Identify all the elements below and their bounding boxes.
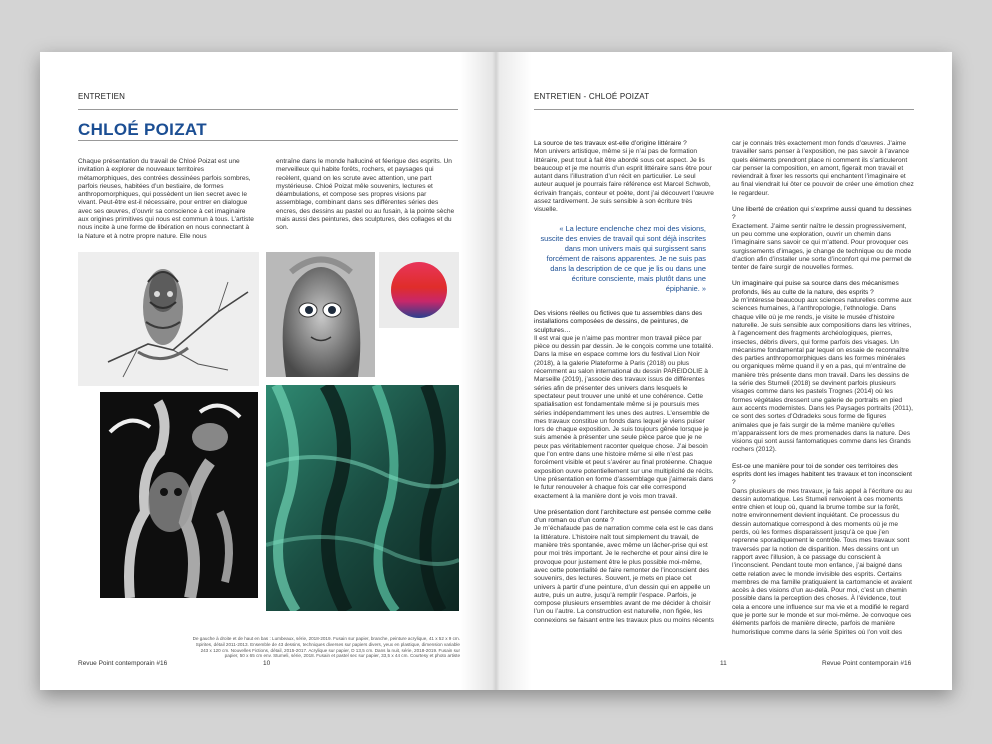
intro-column-2: entraîne dans le monde halluciné et féerique des esprits. Un merveilleux qui habite forêts, rochers, et paysages qui recèlent, quand on les scrute avec attention, une part mystérieuse. Chloé Poizat mêle souvenirs, lectures et déambulations, et compose ses propres visions par assemblage, combinant dans ses différentes séries des encres, des dessins au pastel ou au fusain, à la pointe sèche mais aussi des peintures, des sculptures, des collages et du son. [276, 158, 455, 232]
section-label-right: ENTRETIEN - CHLOÉ POIZAT [534, 92, 650, 101]
question-3: Une présentation dont l’architecture est pensée comme celle d’un roman ou d’un conte ? [534, 508, 712, 525]
artwork-nouvelles-fictions [379, 252, 459, 328]
question-5: Un imaginaire qui puise sa source dans des mécanismes profonds, liés au culte de la nature, des esprits ? [732, 280, 899, 296]
interview-column-1 [534, 140, 714, 215]
question-4: Une liberté de création qui s’exprime aussi quand tu dessines ? [732, 206, 912, 222]
right-page [496, 52, 952, 690]
image-caption: De gauche à droite et de haut en bas : Lumbeaux, série, 2018-2019. Fusain sur papier, branche, peinture acrylique, 41 x 52 x 9 cm. Spirites, détail 2011-2013. Ensemble de 43 dessins, techniques diverses sur papiers divers, yeux en plastique, dimension variable 243 x 120 cm. Nouvelles Fictions, détail, 2015-2017. Acrylique sur papier, D 13,5 cm. Dans la nuit, série, 2018-2019. Fusain sur papier, 50 x 65 cm env. Stumeli, série, 2018. Fusain et pastel sec sur papier, 33,5 x 44 cm. Courtesy et photo artiste [192, 636, 460, 659]
artwork-lumbeaux-drawing [78, 252, 259, 386]
artwork-nouvelles-fictions-drawing [379, 252, 459, 328]
question-2: Des visions réelles ou fictives que tu assembles dans des installations composées de dessins, de peintures, de sculptures… [534, 310, 703, 334]
interview-column-2 [732, 140, 914, 637]
question-1: La source de tes travaux est-elle d’origine littéraire ? [534, 140, 687, 147]
artwork-dans-la-nuit [100, 392, 258, 598]
artwork-lumbeaux [78, 252, 259, 386]
header-rule-right [534, 109, 914, 110]
footer-title-left: Revue Point contemporain #16 [78, 660, 168, 667]
page-number-right: 11 [720, 660, 727, 667]
artwork-stumeli [266, 385, 459, 611]
question-6: Est-ce une manière pour toi de sonder ces territoires des esprits dont les images habitent tes travaux et ton inconscient ? [732, 462, 912, 487]
answer-3-continued: car je connais très exactement mon fonds d’œuvres. J’aime travailler sans penser à l’exposition, ne pas savoir à l’avance quels éléments prendront place ni comment ils s’articuleront car penser la composition, en amont, figerait mon travail et reviendrait à fixer les ressorts qui enchantent l’imaginaire et au final viendrait lui ôter ce pouvoir de créer une émotion chez le regardeur. [732, 140, 914, 197]
article-title: CHLOÉ POIZAT [78, 120, 207, 139]
artwork-stumeli-drawing [266, 385, 459, 611]
pull-quote: « La lecture enclenche chez moi des visions, suscite des envies de travail qui sont déjà inscrites dans mon univers mais qui surgissent sans forcément de raisons apparentes. Je ne suis pas dans la description de ce que je lis ou dans une écriture consciente, mais plutôt dans une épiphanie. » [540, 224, 706, 293]
answer-3: Je m’échafaude pas de narration comme cela est le cas dans la littérature. L’histoire naît tout simplement du travail, de manière très spontanée, avec même un lâcher-prise qui est pour moi très important. Je le recherche et pour ainsi dire le provoque pour justement être le plus possible moi-même, avec cette potentialité de faire remonter de l’inconscient des souvenirs, des lectures. Souvent, je mets en place cet univers à partir d’une peinture, d’un dessin qui en appelle un autre, puis un autre, jusqu’à remplir l’espace. Parfois, je compose plusieurs ensembles avant de me décider à choisir l’un ou l’autre. La construction est naturelle, non figée, les connexions se faisant entre les travaux plus ou moins récents [534, 525, 714, 624]
artwork-spirites-drawing [266, 252, 375, 377]
answer-4: Exactement. J’aime sentir naître le dessin progressivement, un peu comme une exploration, ouvrir un chemin dans l’imaginaire sans savoir ce qui m’attend. Pour provoquer ces surgissements d’images, je change de technique ou de mode d’action afin d’installer une sorte d’inconfort qui me permet de tenter de faire surgir de nouvelles formes. [732, 222, 912, 272]
answer-5: Je m’intéresse beaucoup aux sciences naturelles comme aux sciences humaines, à l’anthropologie, l’ethnologie. Dans chaque ville où je me rends, je visite le musée d’histoire naturelle. Je suis sensible aux compositions dans les vitrines, à l’agencement des fragments archéologiques, pierres, insectes, débris divers, qui forme parfois des visages. Un mécanisme fondamental par lequel on essaie de reconnaître des parties anthropomorphiques dans les formes minérales ou organiques même quand il y en a pas, qui m’entraîne de manière très présente dans mon travail. Dans les dessins de la série des Stumeli (2018) se devinent parfois plusieurs visages comme dans les pastels Trognes (2014) où les formes végétales dressent une galerie de portraits en pied aux accents modernistes. Dans les Paysages portraits (2011), ce sont des sortes d’Odradeks sous forme de figures animales que je fais surgir de la même manière qu’elles m’apparaissent lors de mes promenades dans la nature. Des visions qui sont aussi fantomatiques comme dans les Grands rochers (2012). [732, 297, 913, 454]
intro-column-1: Chaque présentation du travail de Chloé Poizat est une invitation à explorer de nouveaux territoires métamorphiques, des contrées dessinées parfois sombres, parfois rieuses, habitées d’un bestiaire, de formes anthropomorphiques, qui possèdent un lien secret avec le vivant. Peut-être est-il nécessaire, pour entrer en dialogue avec ses œuvres, d’ouvrir sa conscience à cet imaginaire aux origines primitives qui nous est commun à tous. L’artiste nous incite à une forme de libération en nous connectant à la Nature et à notre propre nature. Elle nous [78, 158, 254, 240]
magazine-spread [40, 52, 952, 690]
page-number-left: 10 [263, 660, 271, 667]
footer-title-right: Revue Point contemporain #16 [822, 660, 912, 667]
header-rule [78, 109, 458, 110]
artwork-dans-la-nuit-drawing [100, 392, 258, 598]
left-page [40, 52, 496, 690]
artwork-spirites [266, 252, 375, 377]
answer-6: Dans plusieurs de mes travaux, je fais appel à l’écriture ou au dessin automatique. Les Stumeli renvoient à ces moments entre chien et loup où, quand la brume tombe sur la forêt, notre environnement devient inquiétant. Ce processus du dessin automatique correspond à des moments où je me perds, où les formes disparaissent jusqu’à ce que j’en reprenne sporadiquement le contrôle. Tous mes travaux sont traversés par la notion de disparition. Mes dessins ont un rapport avec l’illusion, à ce passage du conscient à l’inconscient. Pendant toute mon enfance, j’ai baigné dans cette relation avec le monde invisible des esprits. Certains membres de ma famille pratiquaient la cartomancie et avaient accès à des visions d’un au-delà. Pour moi, c’est un chemin possible dans la perception des choses. À l’évidence, tout cela a encore une influence sur ma vie et a modifié le regard que je porte sur le monde et sur moi-même. Je convoque ces éléments parfois de manière directe, parfois de manière humoristique comme dans la série Spirites où l’on voit des [732, 487, 912, 636]
interview-column-1-continued [534, 310, 714, 625]
title-rule [78, 140, 458, 141]
section-label: ENTRETIEN [78, 92, 126, 101]
answer-2: Il est vrai que je n’aime pas montrer mon travail pièce par pièce ou dessin par dessin. Je le conçois comme une totalité. Dans la mise en espace comme lors du festival Lion Noir (2018), à la galerie Plateforme à Paris (2018) ou plus récemment au salon international du dessin PAREIDOLIE à Marseille (2019), j’associe des travaux issus de différentes séries afin de présenter des univers dans lesquels le spectateur peut trouver une unité et une cohérence. Cette spatialisation est fondamentale même si je poursuis mes séries indépendamment les unes des autres. L’ensemble de mes travaux constitue un fonds dans lequel je viens puiser lors de chaque exposition. Je suis toujours gênée lorsque je suis amenée à présenter une seule pièce parce que je ne peux pas véritablement raconter quelque chose. J’ai besoin que l’on entre dans une histoire même si elle n’est pas forcément visible et peut s’avérer au final protéenne. Chaque exposition ouvre potentiellement sur une multiplicité de récits. Une présentation en forme d’assemblage que j’aimerais dans le futur renouveler à chaque fois car elle correspond exactement à la manière dont je vois mon travail. [534, 334, 714, 500]
answer-1: Mon univers artistique, même si je n’ai pas de formation littéraire, peut tout à fait être abordé sous cet aspect. Je lis beaucoup et je me nourris d’un esprit littéraire sans être pour autant dans l’illustration d’un récit en particulier. Le seul auteur auquel je pourrais faire référence est Marcel Schwob, écrivain français, conteur et poète, dont j’ai découvert l’œuvre assez tardivement. Je suis sensible à son écriture très visuelle. [534, 148, 714, 214]
